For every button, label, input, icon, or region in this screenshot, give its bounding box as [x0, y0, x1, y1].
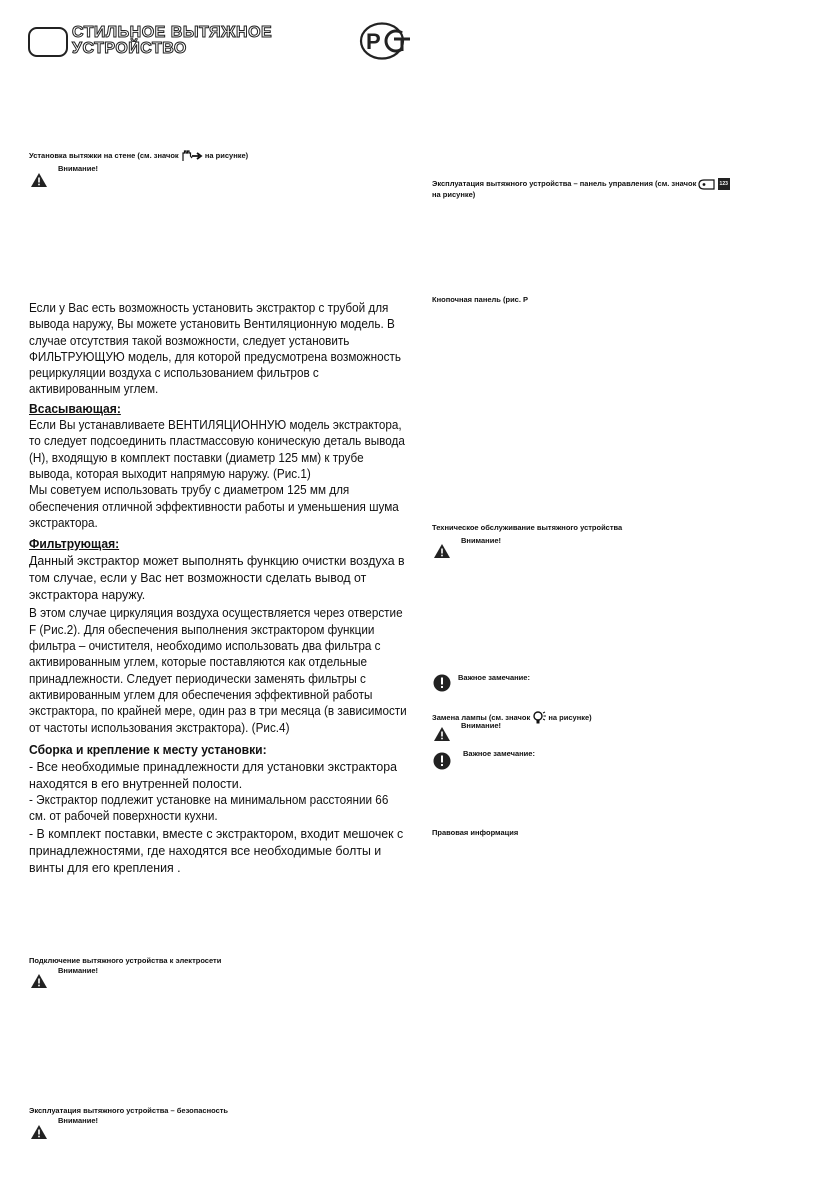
rst-certification-seal-icon	[358, 21, 412, 61]
important-note-2: Важное замечание:	[463, 749, 535, 758]
brand-title	[72, 25, 272, 57]
filter-paragraph-1: Данный экстрактор может выполнять функцию очистки воздуха в том случае, если у Вас нет возможности сделать вывод от экстрактора наружу.	[29, 553, 405, 603]
lamp-warning-label: Внимание!	[461, 721, 501, 730]
warning-icon	[433, 726, 451, 742]
important-note-icon	[433, 674, 451, 692]
assembly-title: Сборка и крепление к месту установки:	[29, 741, 267, 757]
important-note-icon	[433, 752, 451, 770]
lamp-icon	[532, 711, 546, 725]
legal-heading: Правовая информация	[432, 828, 519, 837]
warning-icon	[30, 973, 48, 989]
important-note-1: Важное замечание:	[458, 673, 530, 682]
assembly-paragraph-2: - Экстрактор подлежит установке на минимальном расстоянии 66 см. от рабочей поверхности кухни.	[29, 793, 389, 824]
filter-title: Фильтрующая:	[29, 536, 120, 552]
maintenance-heading: Техническое обслуживание вытяжного устройства	[432, 523, 623, 532]
warning-icon	[433, 543, 451, 559]
hand-tool-icon	[181, 150, 203, 162]
safety-heading: Эксплуатация вытяжного устройства – безопасность	[29, 1106, 229, 1115]
install-heading: Установка вытяжки на стене (см. значок на рисунке)	[29, 150, 248, 162]
keypad-heading: Кнопочная панель (рис. Р	[432, 295, 529, 304]
maintenance-warning-label: Внимание!	[461, 536, 501, 545]
brand-title-line1: СТИЛЬНОЕ ВЫТЯЖНОЕ	[72, 24, 273, 41]
assembly-paragraph-1: - Все необходимые принадлежности для установки экстрактора находятся в его внутренней полости.	[29, 759, 397, 792]
electric-heading: Подключение вытяжного устройства к электросети	[29, 956, 222, 965]
intro-paragraph: Если у Вас есть возможность установить экстрактор с трубой для вывода наружу, Вы можете установить Вентиляционную модель. В случае отсутствия такой возможности, следует установить ФИЛЬТРУЮЩУЮ модель, для которой предусмотрена возможность рециркуляции воздуха с использованием фильтров с активированным углем.	[29, 301, 401, 397]
safety-warning-label: Внимание!	[58, 1116, 98, 1125]
control-panel-icon	[698, 179, 715, 190]
warning-icon	[30, 1124, 48, 1140]
suction-paragraph-1: Если Вы устанавливаете ВЕНТИЛЯЦИОННУЮ модель экстрактора, то следует подсоединить пластмассовую коническую деталь вывода (Н), входящую в комплект поставки (диаметр 125 мм) к трубе вывода, которая выходит напрямую наружу. (Рис.1)	[29, 418, 405, 481]
install-warning-label: Внимание!	[58, 164, 98, 173]
svg-text:Р: Р	[366, 29, 381, 54]
suction-paragraph-2: Мы советуем использовать трубу с диаметром 125 мм для обеспечения отличной эффективности работы и уменьшения шума экстрактора.	[29, 483, 399, 530]
brand-logo-box	[28, 27, 68, 57]
installation-body: Если у Вас есть возможность установить экстрактор с трубой для вывода наружу, Вы можете установить Вентиляционную модель. В случае отсутствия такой возможности, следует установить ФИЛЬТРУЮЩУЮ модель, для которой предусмотрена возможность рециркуляции воздуха с использованием фильтров с активированным углем. Всасывающая: Если Вы устанавливаете ВЕНТИЛЯЦИОННУЮ модель экстрактора, то следует подсоединить пластмассовую коническую деталь вывода (Н), входящую в комплект поставки (диаметр 125 мм) к трубе вывода, которая выходит напрямую наружу. (Рис.1) Мы советуем использовать трубу с диаметром 125 мм для обеспечения отличной эффективности работы и уменьшения шума экстрактора. Фильтрующая: Данный экстрактор может выполнять функцию очистки воздуха в том случае, если у Вас нет возможности сделать вывод от экстрактора наружу. В этом случае циркуляция воздуха осуществляется через отверстие F (Рис.2). Для обеспечения выполнения экстрактором функции фильтра – очистителя, необходимо использовать два фильтра с активированным углем, которые поставляются как отдельные принадлежности. Следует периодически заменять фильтры с активированным углем для обеспечения эффективной работы экстрактора, по крайней мере, один раз в три месяца (в зависимости от частоты использования экстрактора). (Рис.4) Сборка и крепление к месту установки: - Все необходимые принадлежности для установки экстрактора находятся в его внутренней полости. - Экстрактор подлежит установке на минимальном расстоянии 66 см. от рабочей поверхности кухни. - В комплект поставки, вместе с экстрактором, входит мешочек с принадлежностями, где находятся все необходимые болты и винты для его крепления .	[29, 301, 407, 875]
brand-title-line2: УСТРОЙСТВО	[72, 40, 187, 57]
electric-warning-label: Внимание!	[58, 966, 98, 975]
control-badge: 123	[718, 178, 730, 190]
suction-title: Всасывающая	[29, 400, 117, 416]
lamp-heading: Замена лампы (см. значок на рисунке)	[432, 711, 592, 725]
assembly-paragraph-3: - В комплект поставки, вместе с экстрактором, входит мешочек с принадлежностями, где находятся все необходимые болты и винты для его крепления .	[29, 825, 404, 875]
warning-icon	[30, 172, 48, 188]
control-heading: Эксплуатация вытяжного устройства – панель управления (см. значок 123 на рисунке)	[432, 178, 728, 199]
filter-paragraph-2: В этом случае циркуляция воздуха осуществляется через отверстие F (Рис.2). Для обеспечения выполнения экстрактором функции фильтра – очистителя, необходимо использовать два фильтра с активированным углем, которые поставляются как отдельные принадлежности. Следует периодически заменять фильтры с активированным углем для обеспечения эффективной работы экстрактора, по крайней мере, один раз в три месяца (в зависимости от частоты использования экстрактора). (Рис.4)	[29, 606, 407, 735]
